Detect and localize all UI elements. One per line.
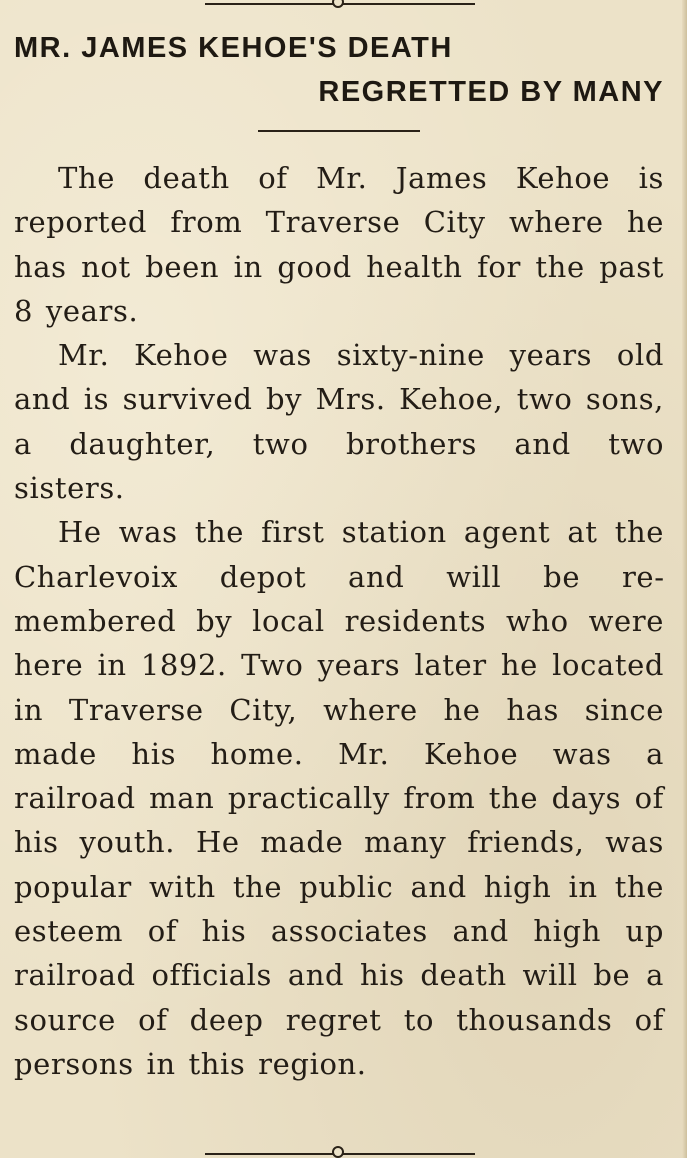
top-divider bbox=[205, 0, 475, 10]
bottom-divider bbox=[205, 1143, 475, 1158]
paragraph-2: Mr. Kehoe was sixty-nine years old and is survived by Mrs. Kehoe, two sons, a daughter, two brothers and two sisters. bbox=[14, 338, 664, 506]
paragraph-1: The death of Mr. James Kehoe is reported from Traverse City where he has not been in good health for the past 8 years. bbox=[14, 161, 664, 328]
headline-line-1: MR. JAMES KEHOE'S DEATH bbox=[14, 32, 453, 64]
article-body bbox=[14, 156, 664, 1086]
bottom-divider-ornament bbox=[332, 1146, 344, 1158]
paper-edge bbox=[682, 0, 687, 1158]
headline-rule bbox=[258, 130, 420, 132]
paragraph-3: He was the first station agent at the Charlevoix depot and will be remembered by local residents who were here in 1892. Two years later he located in Traverse City, where he has since made his home. Mr. Kehoe was a railroad man practically from the days of his youth. He made many friends, was popular with the public and high in the esteem of his associates and high up railroad officials and his death will be a source of deep regret to thousands of persons in this region. bbox=[14, 515, 664, 1081]
top-divider-ornament bbox=[332, 0, 344, 8]
headline-line-2: REGRETTED BY MANY bbox=[318, 76, 664, 108]
headline bbox=[14, 26, 666, 114]
